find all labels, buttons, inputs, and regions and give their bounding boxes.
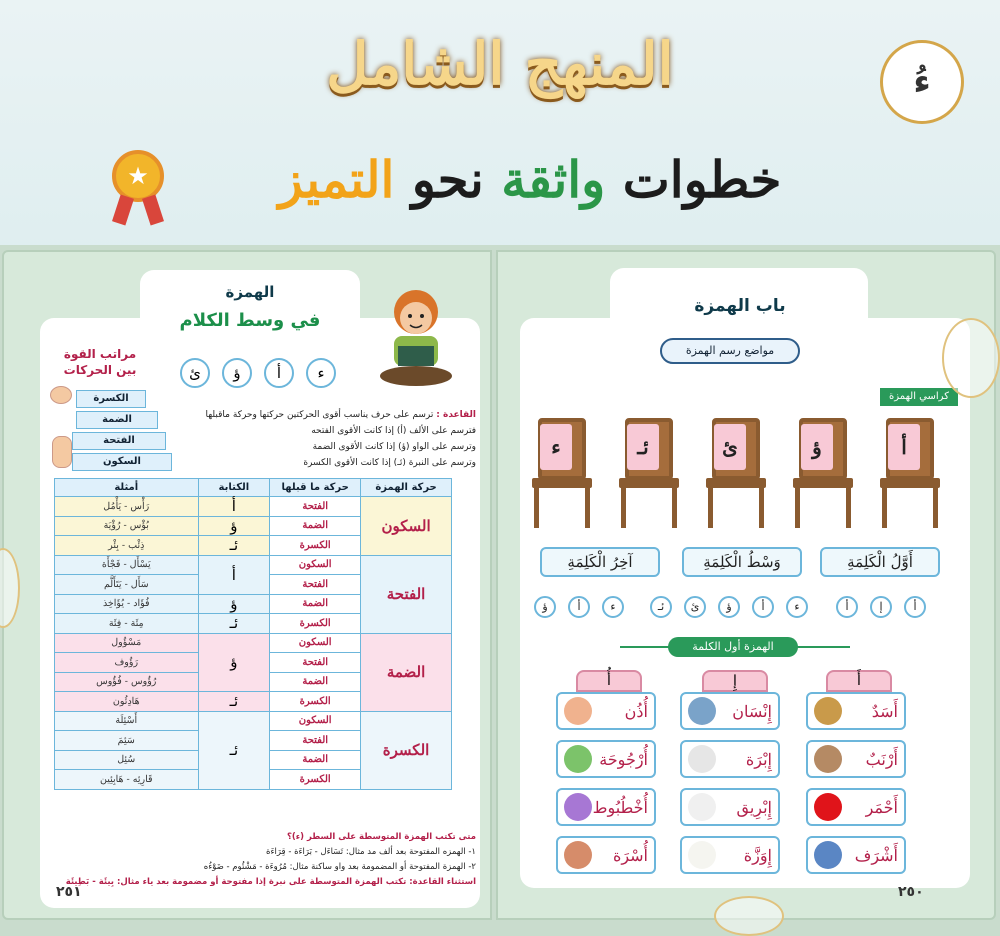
letter-dot: ء bbox=[602, 596, 624, 618]
chair-letter: ئـ bbox=[627, 424, 659, 470]
section-heading: الهمزة أول الكلمة bbox=[668, 637, 798, 657]
group-name: السكون bbox=[361, 497, 452, 556]
boy-icon bbox=[814, 841, 842, 869]
word-card bbox=[556, 836, 656, 874]
rank-item: الضمة bbox=[76, 411, 158, 429]
cell-prev: الكسرة bbox=[270, 614, 361, 634]
cell-prev: الضمة bbox=[270, 516, 361, 536]
word-text: إِبْرَة bbox=[745, 749, 772, 769]
left-title-2: في وسط الكلام bbox=[179, 310, 321, 331]
needle-icon bbox=[688, 745, 716, 773]
position-middle: وَسْطُ الْكَلِمَةِ bbox=[682, 547, 802, 577]
word-card bbox=[806, 692, 906, 730]
cell-example: رُؤُوس - فُؤُوس bbox=[55, 672, 199, 692]
cell-kit: ؤ bbox=[198, 594, 270, 614]
cell-example: هَادِئُون bbox=[55, 692, 199, 712]
goose-icon bbox=[688, 841, 716, 869]
right-page-title: باب الهمزة bbox=[694, 296, 786, 316]
cell-example: أَسْئِلَة bbox=[55, 711, 199, 731]
letter-dot: ء bbox=[786, 596, 808, 618]
cell-example: يَسْأَل - فَجْأَة bbox=[55, 555, 199, 575]
cell-example: رَؤُوف bbox=[55, 653, 199, 673]
group-name: الضمة bbox=[361, 633, 452, 711]
cell-example: سُئِل bbox=[55, 750, 199, 770]
cell-prev: الكسرة bbox=[270, 770, 361, 790]
hamza-circle: ؤ bbox=[222, 358, 252, 388]
rule-label: القاعدة : bbox=[436, 410, 476, 420]
cell-kit: أ bbox=[198, 497, 270, 517]
arm-icon bbox=[52, 436, 72, 468]
letter-dot: أ bbox=[568, 596, 590, 618]
octopus-icon bbox=[564, 793, 592, 821]
rule-line: وترسم على النبرة (ئـ) إذا كانت الأقوى الكسرة bbox=[303, 458, 476, 468]
chair-letter: أ bbox=[888, 424, 920, 470]
word-text: أُسْرَة bbox=[612, 845, 648, 865]
table-row bbox=[55, 555, 452, 575]
chair-letter: ؤ bbox=[801, 424, 833, 470]
word-text: أَحْمَر bbox=[865, 797, 898, 817]
cell-example: مِئَة - فِئَة bbox=[55, 614, 199, 634]
swing-icon bbox=[564, 745, 592, 773]
letter-dot: أ bbox=[752, 596, 774, 618]
rule-line: وترسم على الواو (ؤ) إذا كانت الأقوى الضمة bbox=[312, 442, 476, 452]
page-number-right: ٢٥٠ bbox=[898, 884, 924, 900]
word-text: أُرْجُوحَة bbox=[599, 749, 648, 769]
word-card bbox=[680, 836, 780, 874]
word-text: إِوَزَّة bbox=[743, 845, 772, 865]
chair bbox=[706, 418, 766, 528]
chair bbox=[793, 418, 853, 528]
red-ball-icon bbox=[814, 793, 842, 821]
position-first: أَوَّلُ الْكَلِمَةِ bbox=[820, 547, 940, 577]
kursi-label: كراسي الهمزة bbox=[880, 388, 958, 406]
position-last: آخِرُ الْكَلِمَةِ bbox=[540, 547, 660, 577]
word-card bbox=[806, 740, 906, 778]
page-number-left: ٢٥١ bbox=[56, 884, 82, 900]
answer-text: ٢- الهمزة المفتوحة أو المضمومة بعد واو ساكنة مثال: مُرُوءَة - مَشْئُوم - ضَوْءُه bbox=[203, 862, 476, 872]
column-tab: إِ bbox=[702, 670, 768, 692]
bubble-decoration bbox=[942, 318, 1000, 398]
ranks-title bbox=[48, 346, 152, 378]
word-text: أَشْرَف bbox=[854, 845, 898, 865]
medal-icon: ★ bbox=[112, 150, 164, 202]
cell-example: سَأَل - يَتَأَلَّم bbox=[55, 575, 199, 595]
cell-example: ذِئْب - بِئْر bbox=[55, 536, 199, 556]
hamza-circle: ئ bbox=[180, 358, 210, 388]
word-card bbox=[680, 740, 780, 778]
column-tab: أَ bbox=[826, 670, 892, 692]
table-row bbox=[55, 711, 452, 731]
cell-prev: الفتحة bbox=[270, 731, 361, 751]
chair bbox=[880, 418, 940, 528]
cell-example: بُؤْس - رُؤْيَة bbox=[55, 516, 199, 536]
cell-example: سَئِمَ bbox=[55, 731, 199, 751]
rule-text: ترسم على حرف يناسب أقوى الحركتين حركتها وحركة ماقبلها bbox=[205, 410, 434, 420]
table-header-row bbox=[55, 479, 452, 497]
subtitle-towards: نحو bbox=[411, 150, 484, 209]
letter-dot: إ bbox=[870, 596, 892, 618]
family-icon bbox=[564, 841, 592, 869]
chair bbox=[532, 418, 592, 528]
cell-prev: السكون bbox=[270, 555, 361, 575]
cell-prev: الفتحة bbox=[270, 497, 361, 517]
rule-line bbox=[176, 410, 476, 420]
letter-dot: ؤ bbox=[534, 596, 556, 618]
table-row bbox=[55, 633, 452, 653]
rank-item: السكون bbox=[72, 453, 172, 471]
cell-prev: الفتحة bbox=[270, 653, 361, 673]
cell-kit: أ bbox=[198, 555, 270, 594]
hamza-circle: ء bbox=[306, 358, 336, 388]
word-card bbox=[556, 692, 656, 730]
letter-dot: ئـ bbox=[650, 596, 672, 618]
positions-pill: مواضع رسم الهمزة bbox=[660, 338, 800, 364]
cell-kit: ئـ bbox=[198, 614, 270, 634]
letter-dot: أ bbox=[836, 596, 858, 618]
column-tab: أُ bbox=[576, 670, 642, 692]
word-card bbox=[806, 788, 906, 826]
subtitle-confident: واثقة bbox=[501, 150, 606, 209]
left-title-1: الهمزة bbox=[225, 283, 275, 301]
rank-item: الفتحة bbox=[72, 432, 166, 450]
word-text: إِبْرِيق bbox=[736, 797, 772, 817]
subtitle-excellence: التميز bbox=[278, 150, 395, 209]
brand-logo: ءُ bbox=[880, 40, 964, 124]
cell-kit: ئـ bbox=[198, 711, 270, 789]
group-name: الفتحة bbox=[361, 555, 452, 633]
cell-kit: ؤ bbox=[198, 633, 270, 692]
cell-example: مَسْؤُول bbox=[55, 633, 199, 653]
ranks-title-1: مراتب القوة bbox=[63, 347, 137, 361]
hamza-circle: أ bbox=[264, 358, 294, 388]
arm-icon bbox=[50, 386, 72, 404]
letter-dot: أ bbox=[904, 596, 926, 618]
exception-text: استثناء القاعدة: تكتب الهمزة المتوسطة على نبرة إذا مفتوحة أو مضمومة بعد ياء مثال: بِيئَة - بَطِيئَة bbox=[65, 877, 476, 887]
th: أمثلة bbox=[55, 479, 199, 497]
letter-dot: ئ bbox=[684, 596, 706, 618]
ear-icon bbox=[564, 697, 592, 725]
rabbit-icon bbox=[814, 745, 842, 773]
word-text: إِنْسَان bbox=[732, 701, 772, 721]
cell-prev: السكون bbox=[270, 633, 361, 653]
cell-prev: الكسرة bbox=[270, 692, 361, 712]
subtitle-steps: خطوات bbox=[622, 150, 782, 209]
cell-prev: السكون bbox=[270, 711, 361, 731]
cell-prev: الضمة bbox=[270, 594, 361, 614]
main-title: المنهج الشامل bbox=[326, 30, 674, 98]
table-row bbox=[55, 497, 452, 517]
th: حركة ما قبلها bbox=[270, 479, 361, 497]
cell-kit: ئـ bbox=[198, 536, 270, 556]
cell-kit: ؤ bbox=[198, 516, 270, 536]
cell-example: رَأْس - يَأْمُل bbox=[55, 497, 199, 517]
cell-prev: الضمة bbox=[270, 672, 361, 692]
cell-kit: ئـ bbox=[198, 692, 270, 712]
th: الكتابة bbox=[198, 479, 270, 497]
group-name: الكسرة bbox=[361, 711, 452, 789]
word-card bbox=[556, 740, 656, 778]
word-card bbox=[680, 692, 780, 730]
cell-prev: الفتحة bbox=[270, 575, 361, 595]
cell-prev: الكسرة bbox=[270, 536, 361, 556]
rank-item: الكسرة bbox=[76, 390, 146, 408]
cell-example: فُؤَاد - يُؤَاخِذ bbox=[55, 594, 199, 614]
rule-line: فترسم على الألف (أ) إذا كانت الأقوى الفتحه bbox=[311, 426, 476, 436]
chair bbox=[619, 418, 679, 528]
word-card bbox=[556, 788, 656, 826]
man-icon bbox=[688, 697, 716, 725]
chair-letter: ء bbox=[540, 424, 572, 470]
teapot-icon bbox=[688, 793, 716, 821]
cell-prev: الضمة bbox=[270, 750, 361, 770]
word-text: أَرْنَبٌ bbox=[865, 749, 898, 769]
subtitle bbox=[170, 150, 890, 209]
word-text: أُذُن bbox=[624, 701, 648, 721]
word-card bbox=[680, 788, 780, 826]
cell-example: قَارِئِه - هَابِئِين bbox=[55, 770, 199, 790]
th: حركة الهمزة bbox=[361, 479, 452, 497]
reading-boy-icon bbox=[376, 280, 456, 388]
lion-icon bbox=[814, 697, 842, 725]
word-text: أَسَدٌ bbox=[871, 701, 898, 721]
bubble-decoration bbox=[714, 896, 784, 936]
letter-dot: ؤ bbox=[718, 596, 740, 618]
word-card bbox=[806, 836, 906, 874]
ranks-title-2: بين الحركات bbox=[63, 363, 137, 377]
question-text: متى تكتب الهمزة المتوسطة على السطر (ء)؟ bbox=[286, 832, 476, 842]
hamza-table bbox=[54, 478, 452, 790]
answer-text: ١- الهمزه المفتوحة بعد ألف مد مثال: تَسَاءَل - بَرَاءَة - قِرَاءَة bbox=[266, 847, 476, 857]
word-text: أُخْطُبُوط bbox=[592, 797, 648, 817]
chair-letter: ئ bbox=[714, 424, 746, 470]
